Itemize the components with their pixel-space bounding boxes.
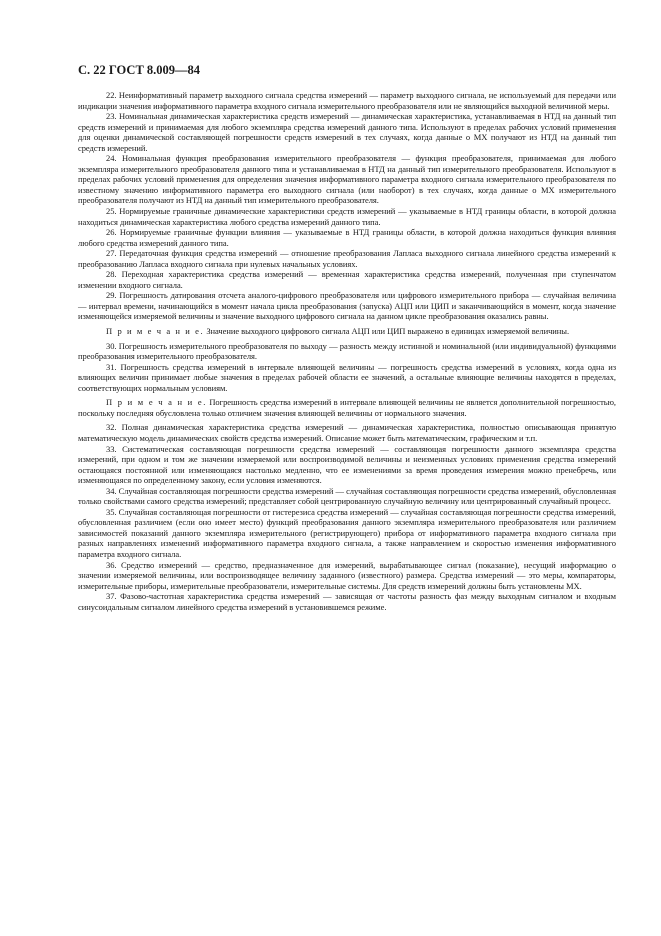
paragraph-26: 26. Нормируемые граничные функции влияния — указываемые в НТД границы области, в которой должна находиться функция влияния любого средства измерений данного типа. [78,227,616,248]
paragraph-30: 30. Погрешность измерительного преобразователя по выходу — разность между истинной и номинальной (или индивидуальной) функциями преобразования измерительного преобразователя. [78,340,616,362]
paragraph-31: 31. Погрешность средства измерений в интервале влияющей величины — погрешность средства измерений в условиях, когда одна из влияющих величин принимает любые значения в пределах рабочей области ее значений, а остальные влияющие величины находятся в пределах, соответствующих нормальным условиям. [78,361,616,393]
note-29 [78,326,616,337]
note-text: Погрешность средства измерений в интервале влияющей величины не является дополнительной погрешностью, поскольку последняя обусловлена только отличием значения влияющей величины от нормального значения. [78,397,616,418]
paragraph-27: 27. Передаточная функция средства измерений — отношение преобразования Лапласа выходного сигнала линейного средства измерений к преобразованию Лапласа входного сигнала при нулевых начальных условиях. [78,248,616,269]
paragraph-34: 34. Случайная составляющая погрешности средства измерений — случайная составляющая погрешности средства измерений, обусловленная только свойствами самого средства измерений; представляет собой центрированную случайную величину или центрированный случайный процесс. [78,485,616,507]
page-header: С. 22 ГОСТ 8.009—84 [78,63,201,77]
paragraph-24: 24. Номинальная функция преобразования измерительного преобразователя — функция преобразователя, принимаемая для любого экземпляра измерительного преобразователя данного типа и устанавливаемая в НТД на данный тип измерительного преобразователя. Используют в пределах рабочих условий применения для определения значения информативного параметра входного сигнала измерительного преобразователя по известному значению информативного параметра его выходного сигнала (или наоборот) в тех случаях, когда данные о МХ измерительного преобразователя получают из НТД на данный тип измерительного преобразователя. [78,153,616,206]
paragraph-37: 37. Фазово-частотная характеристика средства измерений — зависящая от частоты разность фаз между выходным сигналом и входным синусоидальным сигналом линейного средства измерений в установившемся режиме. [78,591,616,612]
paragraph-29: 29. Погрешность датирования отсчета аналого-цифрового преобразователя или цифрового измерительного прибора — случайная величина — интервал времени, начинающийся в момент начала цикла преобразования (запуска) АЦП или ЦИП и заканчивающийся в момент, когда значение изменяющейся измеряемой величины и значение выходного цифрового сигнала на данном цикле преобразования оказались равны. [78,290,616,322]
paragraph-23: 23. Номинальная динамическая характеристика средств измерений — динамическая характеристика, устанавливаемая в НТД на данный тип средств измерений и принимаемая для любого экземпляра средства измерений данного типа. Используют в пределах рабочих условий применения для оценки динамической составляющей погрешности средств измерений в тех случаях, когда данные о МХ получают из НТД на данный тип средств измерений. [78,111,616,153]
note-text: Значение выходного цифрового сигнала АЦП или ЦИП выражено в единицах измеряемой величины. [204,326,570,337]
paragraph-22: 22. Неинформативный параметр выходного сигнала средства измерений — параметр выходного сигнала, не используемый для передачи или индикации значения информативного параметра входного сигнала измерительного преобразователя или не являющийся выходной величиной меры. [78,90,616,111]
note-label: П р и м е ч а н и е. [106,397,207,408]
paragraph-28: 28. Переходная характеристика средства измерений — временная характеристика средства измерений, полученная при ступенчатом изменении входного сигнала. [78,269,616,290]
paragraph-32: 32. Полная динамическая характеристика средства измерений — динамическая характеристика, полностью описывающая принятую математическую модель динамических свойств средства измерений. Описание может быть математическим, графическим и т.п. [78,422,616,443]
paragraph-35: 35. Случайная составляющая погрешности от гистерезиса средства измерений — случайная составляющая погрешности средства измерений, обусловленная различием (если оно имеет место) функций преобразования данного экземпляра измерительного преобразователя или различием зависимостей показаний данного экземпляра измерительного (регистрирующего) прибора от информативного параметра входного сигнала при разных направлениях изменений информативного параметра входного сигнала, а также направлением и скоростью изменения информативного параметра входного сигнала. [78,506,616,559]
paragraph-33: 33. Систематическая составляющая погрешности средства измерений — составляющая погрешности данного экземпляра средства измерений, при одном и том же значении измеряемой или воспроизводимой величины и неизменных условиях применения средства измерений остающаяся постоянной или изменяющаяся настолько медленно, что ее изменениями за время проведения измерения можно пренебречь, или изменяющаяся по определенному закону, если условия изменяются. [78,443,616,486]
note-label: П р и м е ч а н и е. [106,326,205,337]
note-31 [78,397,616,418]
paragraph-25: 25. Нормируемые граничные динамические характеристики средств измерений — указываемые в НТД границы области, в которой должна находиться динамическая характеристика любого средства измерений данного типа. [78,206,616,227]
paragraph-36: 36. Средство измерений — средство, предназначенное для измерений, вырабатывающее сигнал (показание), несущий информацию о значении измеряемой величины, или воспроизводящее величину заданного (известного) размера. Средства измерений — это меры, компараторы, измерительные приборы, измерительные преобразователи, измерительные системы. Для средств измерений должны быть установлены МХ. [78,559,616,591]
document-body [78,90,616,612]
